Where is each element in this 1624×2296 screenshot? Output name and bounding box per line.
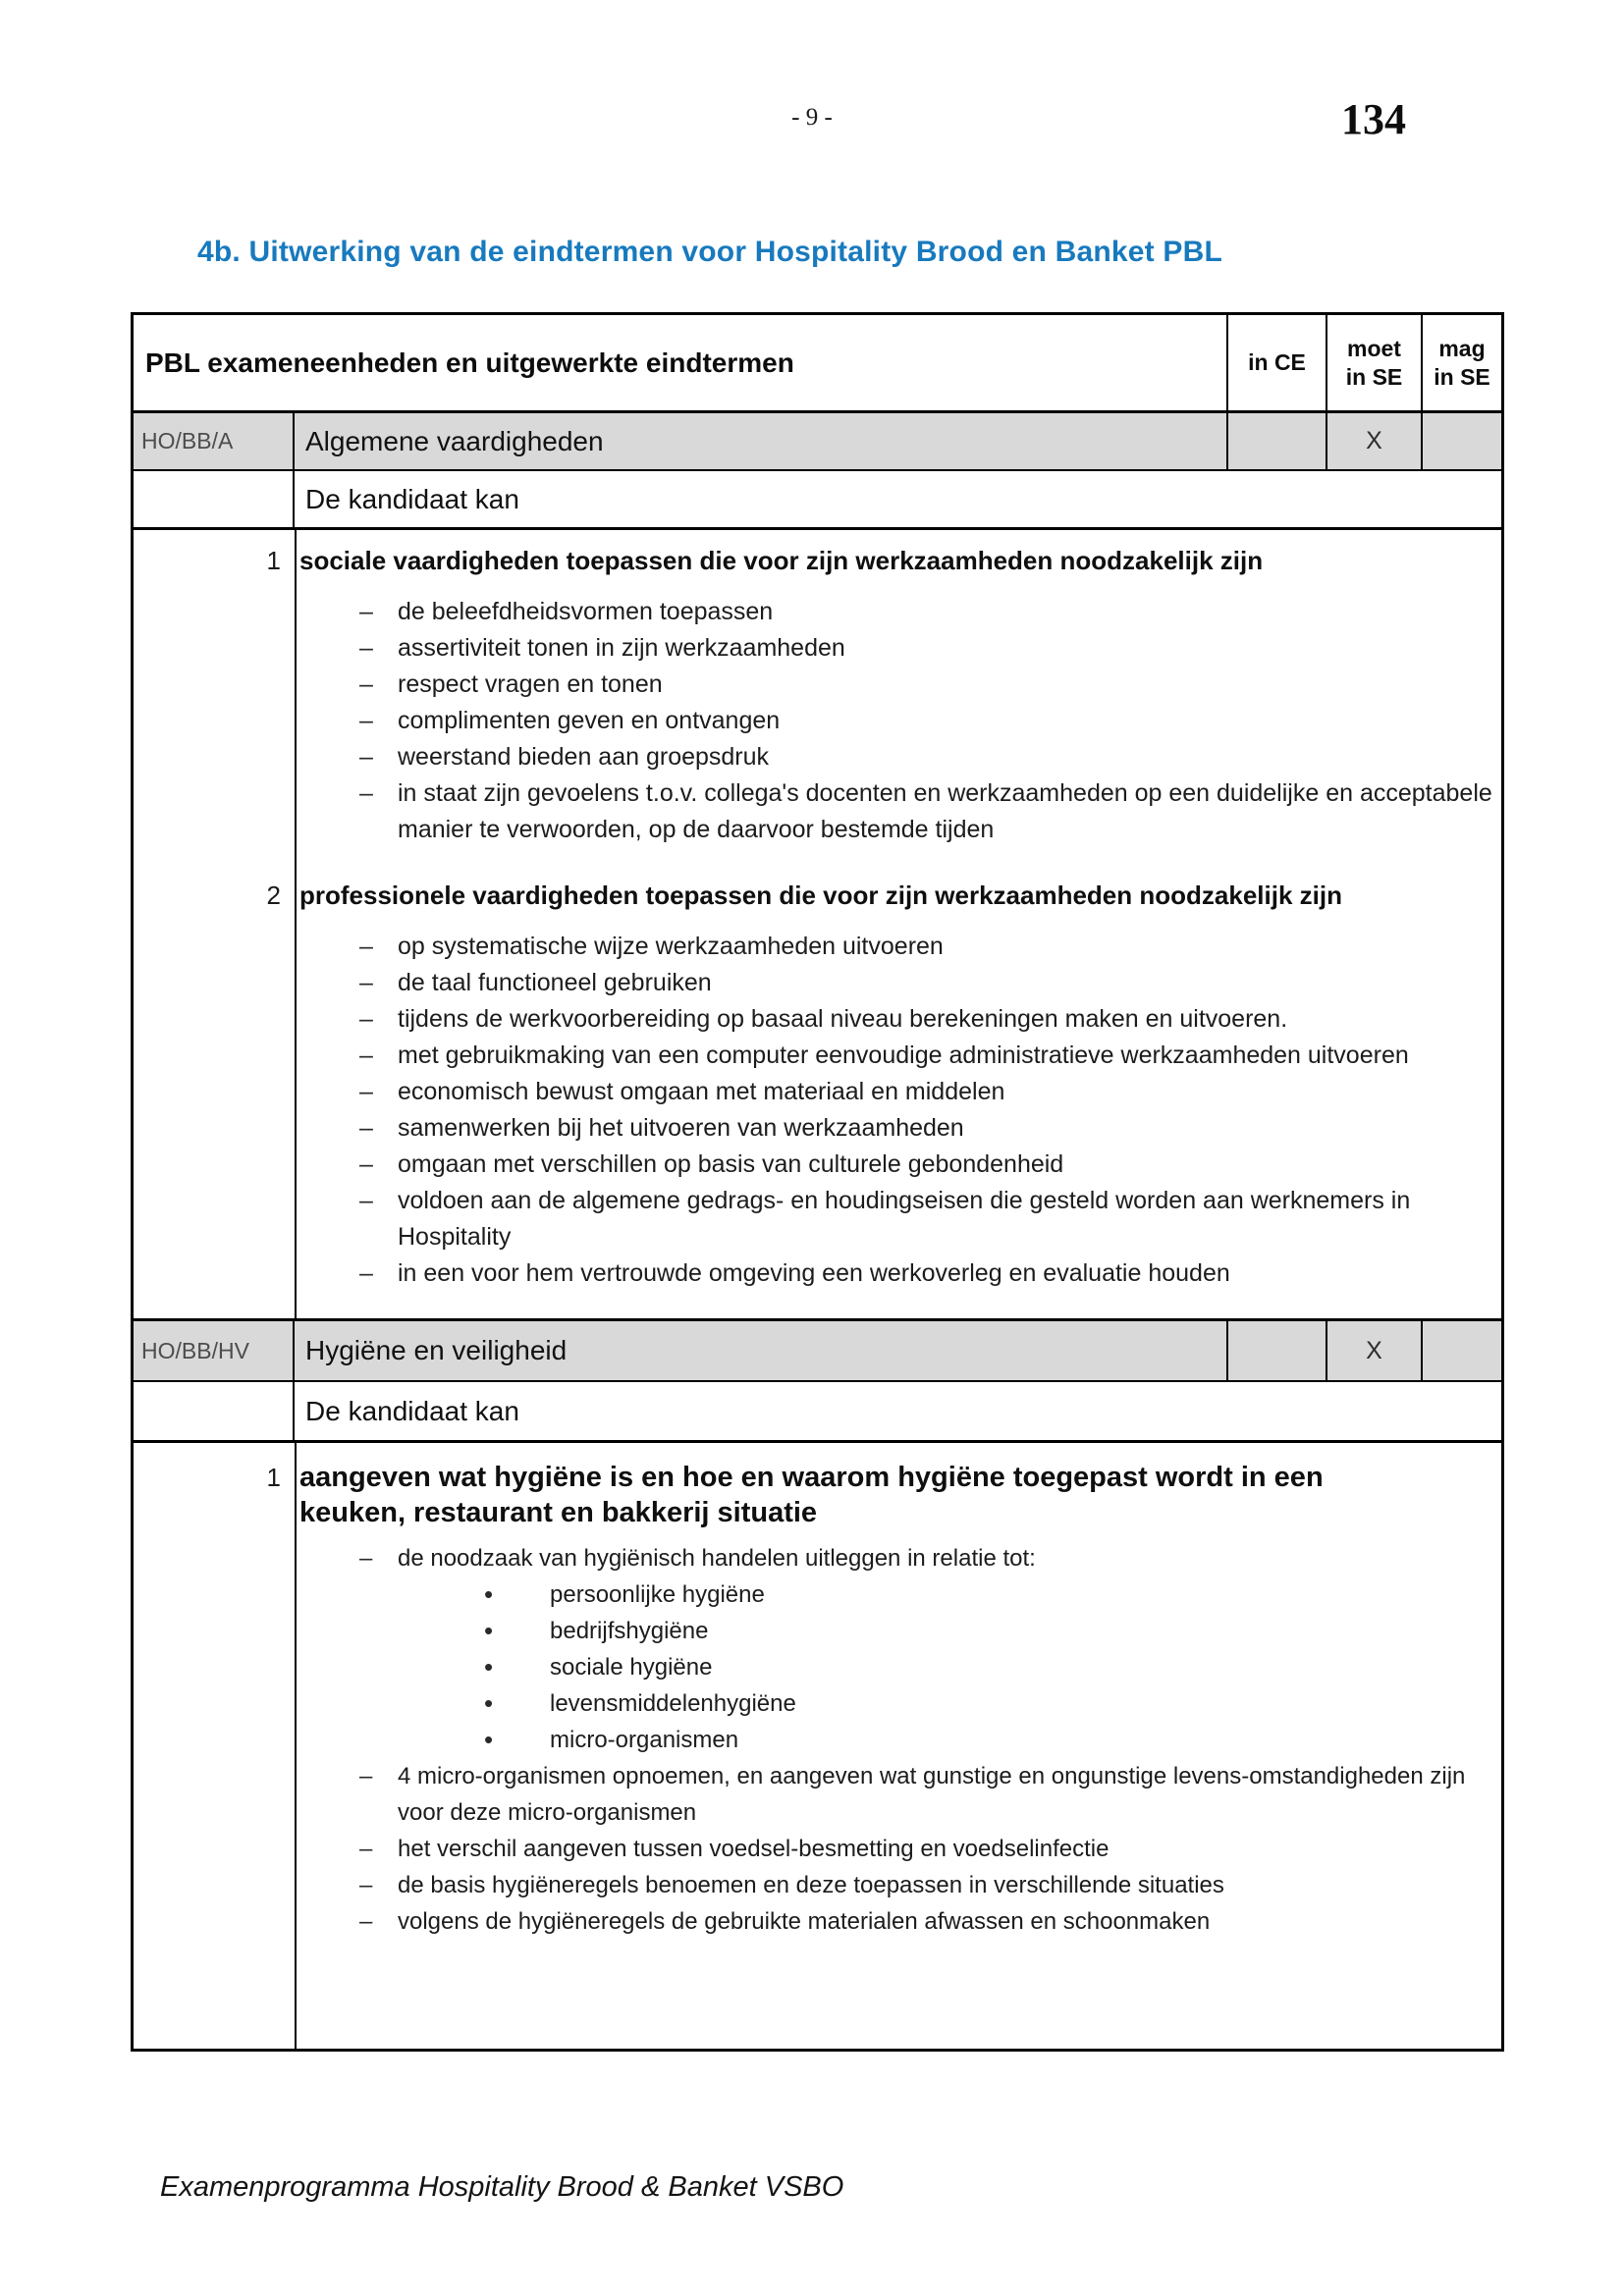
bullet-item: – samenwerken bij het uitvoeren van werkzaamheden (299, 1110, 1501, 1147)
section-in-ce-value (1226, 1321, 1326, 1380)
header-mag-label-line1: mag (1438, 335, 1486, 361)
header-in-ce-label: in CE (1248, 349, 1306, 375)
bullet-item: – het verschil aangeven tussen voedsel-besmetting en voedselinfectie (299, 1831, 1501, 1867)
bullet-item: – de beleefdheidsvormen toepassen (299, 594, 1501, 630)
bullet-item: – op systematische wijze werkzaamheden uitvoeren (299, 929, 1501, 965)
bullet-item: – omgaan met verschillen op basis van culturele gebondenheid (299, 1147, 1501, 1183)
sub-bullet-item: • levensmiddelenhygiëne (299, 1685, 1501, 1722)
footer-text: Examenprogramma Hospitality Brood & Banket VSBO (160, 2171, 844, 2203)
item-heading: professionele vaardigheden toepassen die voor zijn werkzaamheden noodzakelijk zijn (299, 881, 1342, 910)
exam-table (131, 312, 1504, 2052)
header-moet-label-line1: moet (1347, 335, 1401, 361)
page-number: - 9 - (791, 104, 833, 131)
section-mag-in-se-value (1421, 1321, 1501, 1380)
kan-label: De kandidaat kan (305, 1395, 519, 1426)
item-number: 1 (266, 546, 281, 575)
kan-row (134, 1382, 1501, 1443)
item-heading: sociale vaardigheden toepassen die voor zijn werkzaamheden noodzakelijk zijn (299, 546, 1264, 575)
item-bullet-list (299, 929, 1501, 1292)
item-bullet-list (299, 594, 1501, 848)
section-row-algemene-vaardigheden (134, 413, 1501, 471)
header-mag-in-se-cell (1421, 315, 1501, 410)
sub-bullet-item: • persoonlijke hygiëne (299, 1576, 1501, 1613)
item-bullet-list (299, 1540, 1501, 1940)
bullet-item: – respect vragen en tonen (299, 667, 1501, 703)
bullet-item: – de taal functioneel gebruiken (299, 965, 1501, 1001)
eindterm-item-2 (134, 878, 1501, 1292)
section-mag-in-se-value (1421, 413, 1501, 469)
kan-label: De kandidaat kan (305, 483, 519, 514)
sub-bullet-item: • sociale hygiëne (299, 1649, 1501, 1685)
bullet-item: – 4 micro-organismen opnoemen, en aangeven wat gunstige en ongunstige levens-omstandigheden zijn voor deze micro-organismen (299, 1758, 1501, 1831)
section-moet-in-se-value: X (1326, 1321, 1421, 1380)
header-mag-label-line2: in SE (1434, 363, 1490, 390)
bullet-item: – complimenten geven en ontvangen (299, 703, 1501, 739)
sub-bullet-item: • micro-organismen (299, 1722, 1501, 1758)
item-number: 1 (266, 1463, 281, 1492)
bullet-item: – weerstand bieden aan groepsdruk (299, 739, 1501, 775)
header-in-ce-cell (1226, 315, 1326, 410)
kan-row-code-cell (134, 471, 295, 527)
header-moet-in-se-cell (1326, 315, 1421, 410)
bullet-item: – voldoen aan de algemene gedrags- en houdingseisen die gesteld worden aan werknemers in Hospitality (299, 1183, 1501, 1255)
stamp-page-number: 134 (1341, 95, 1406, 143)
sub-bullet-item: • bedrijfshygiëne (299, 1613, 1501, 1649)
section-in-ce-value (1226, 413, 1326, 469)
section-code: HO/BB/HV (134, 1321, 295, 1380)
eindterm-item-1 (134, 543, 1501, 848)
section-title: Hygiëne en veiligheid (305, 1335, 568, 1365)
bullet-item: – met gebruikmaking van een computer eenvoudige administratieve werkzaamheden uitvoeren (299, 1038, 1501, 1074)
bullet-item: – assertiviteit tonen in zijn werkzaamheden (299, 630, 1501, 667)
bullet-item: – in een voor hem vertrouwde omgeving een werkoverleg en evaluatie houden (299, 1255, 1501, 1292)
item-number: 2 (266, 881, 281, 910)
bullet-item: – tijdens de werkvoorbereiding op basaal niveau berekeningen maken en uitvoeren. (299, 1001, 1501, 1038)
kan-row-code-cell (134, 1382, 295, 1440)
bullet-item: – economisch bewust omgaan met materiaal en middelen (299, 1074, 1501, 1110)
section-moet-in-se-value: X (1326, 413, 1421, 469)
kan-row (134, 471, 1501, 530)
table-header-row (134, 315, 1501, 413)
section-content-algemene (134, 530, 1501, 1321)
header-moet-label-line2: in SE (1345, 363, 1403, 390)
bullet-item: – de basis hygiëneregels benoemen en deze toepassen in verschillende situaties (299, 1867, 1501, 1903)
bullet-item: – de noodzaak van hygiënisch handelen uitleggen in relatie tot: (299, 1540, 1501, 1576)
header-main-cell: PBL exameneenheden en uitgewerkte eindtermen (145, 347, 794, 378)
section-title: Algemene vaardigheden (305, 425, 604, 456)
bullet-item: – in staat zijn gevoelens t.o.v. collega's docenten en werkzaamheden op een duidelijke en acceptabele manier te verwoorden, op de daarvoor bestemde tijden (299, 775, 1501, 848)
bullet-item: – volgens de hygiëneregels de gebruikte materialen afwassen en schoonmaken (299, 1903, 1501, 1940)
section-code: HO/BB/A (134, 413, 295, 469)
section-content-hygiene (134, 1443, 1501, 2049)
page-title: 4b. Uitwerking van de eindtermen voor Hospitality Brood en Banket PBL (197, 236, 1222, 268)
section-row-hygiene-veiligheid (134, 1321, 1501, 1382)
eindterm-item-1 (134, 1460, 1501, 1940)
item-heading: aangeven wat hygiëne is en hoe en waarom hygiëne toegepast wordt in een keuken, restaurant en bakkerij situatie (299, 1462, 1324, 1528)
